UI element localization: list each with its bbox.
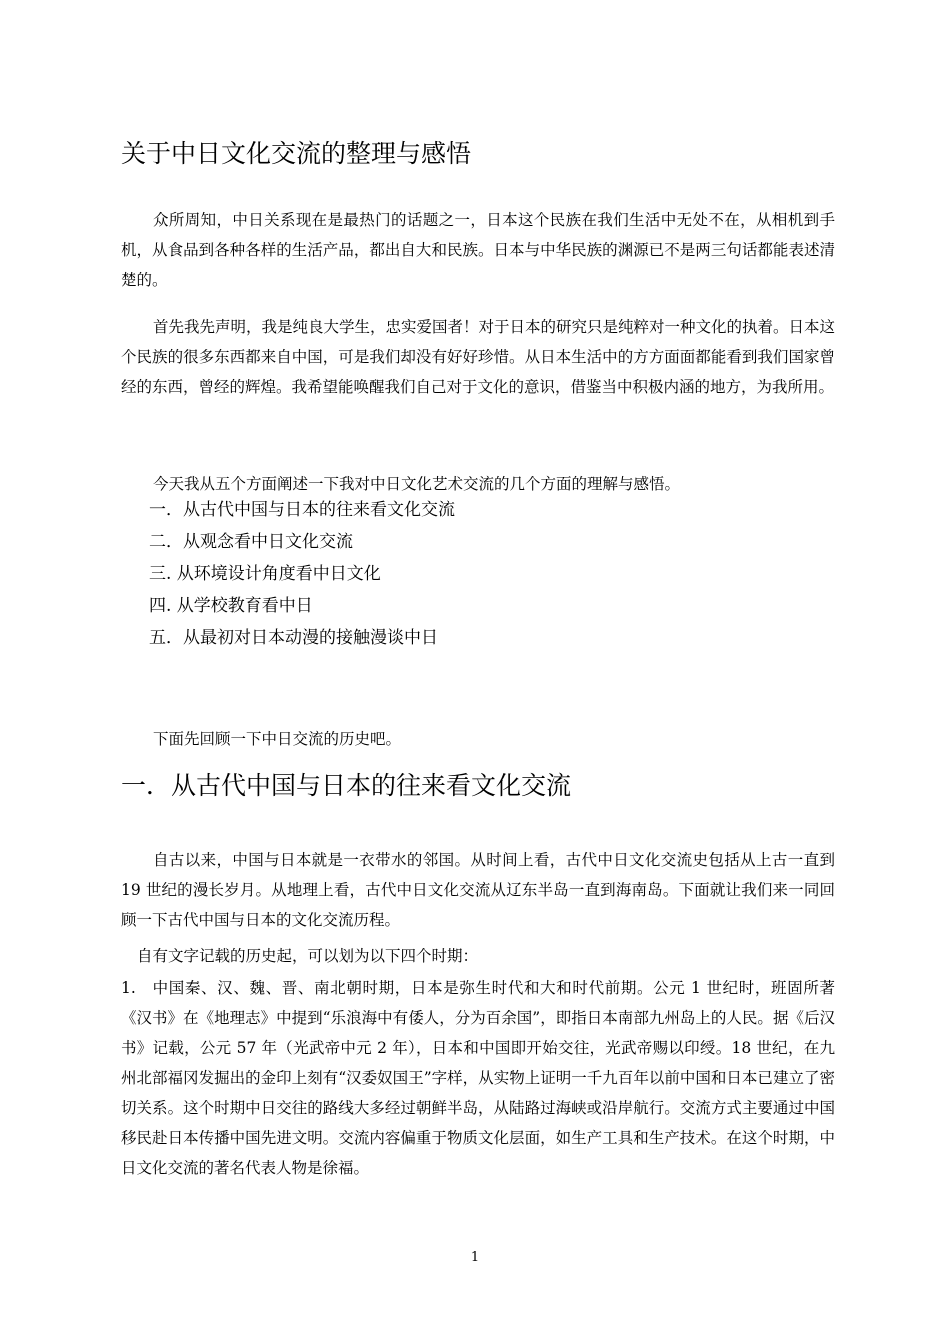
- section-1-paragraph-2: 自有文字记载的历史起，可以划为以下四个时期：: [137, 947, 479, 965]
- topic-item-3: 三. 从环境设计角度看中日文化: [149, 564, 381, 584]
- topic-item-1: 一．从古代中国与日本的往来看文化交流: [149, 500, 455, 520]
- document-title: 关于中日文化交流的整理与感悟: [121, 139, 472, 168]
- review-paragraph: 下面先回顾一下中日交流的历史吧。: [153, 730, 402, 748]
- intro-paragraph-3: 今天我从五个方面阐述一下我对中日文化艺术交流的几个方面的理解与感悟。: [153, 475, 681, 493]
- topic-item-4: 四. 从学校教育看中日: [149, 596, 313, 616]
- topic-list: [149, 494, 455, 654]
- topic-item-5: 五．从最初对日本动漫的接触漫谈中日: [149, 628, 438, 648]
- intro-paragraph-2: 首先我先声明，我是纯良大学生，忠实爱国者！对于日本的研究只是纯粹对一种文化的执着。日本这个民族的很多东西都来自中国，可是我们却没有好好珍惜。从日本生活中的方方面面都能看到我们国家曾经的东西，曾经的辉煌。我希望能唤醒我们自己对于文化的意识，借鉴当中积极内涵的地方，为我所用。: [121, 318, 836, 396]
- topic-item-2: 二．从观念看中日文化交流: [149, 532, 353, 552]
- intro-paragraph-1: 众所周知，中日关系现在是最热门的话题之一，日本这个民族在我们生活中无处不在，从相机到手机，从食品到各种各样的生活产品，都出自大和民族。日本与中华民族的渊源已不是两三句话都能表述清楚的。: [121, 211, 835, 289]
- page-number: 1: [470, 1250, 480, 1265]
- section-1-heading: 一．从古代中国与日本的往来看文化交流: [121, 771, 572, 800]
- section-1-paragraph-3: 1. 中国秦、汉、魏、晋、南北朝时期，日本是弥生时代和大和时代前期。公元 1 世纪时，班固所著《汉书》在《地理志》中提到“乐浪海中有倭人，分为百余国”，即指日本南部九州岛上的人民。据《后汉书》记载，公元 57 年（光武帝中元 2 年），日本和中国即开始交往，光武帝赐以印绶。18 世纪，在九州北部福冈发掘出的金印上刻有“汉委奴国王”字样，从实物上证明一千九百年以前中国和日本已建立了密切关系。这个时期中日交往的路线大多经过朝鲜半岛，从陆路过海峡或沿岸航行。交流方式主要通过中国移民赴日本传播中国先进文明。交流内容偏重于物质文化层面，如生产工具和生产技术。在这个时期，中日文化交流的著名代表人物是徐福。: [121, 979, 835, 1177]
- section-1-paragraph-1: 自古以来，中国与日本就是一衣带水的邻国。从时间上看，古代中日文化交流史包括从上古一直到 19 世纪的漫长岁月。从地理上看，古代中日文化交流从辽东半岛一直到海南岛。下面就让我们来一同回顾一下古代中国与日本的文化交流历程。: [121, 851, 835, 929]
